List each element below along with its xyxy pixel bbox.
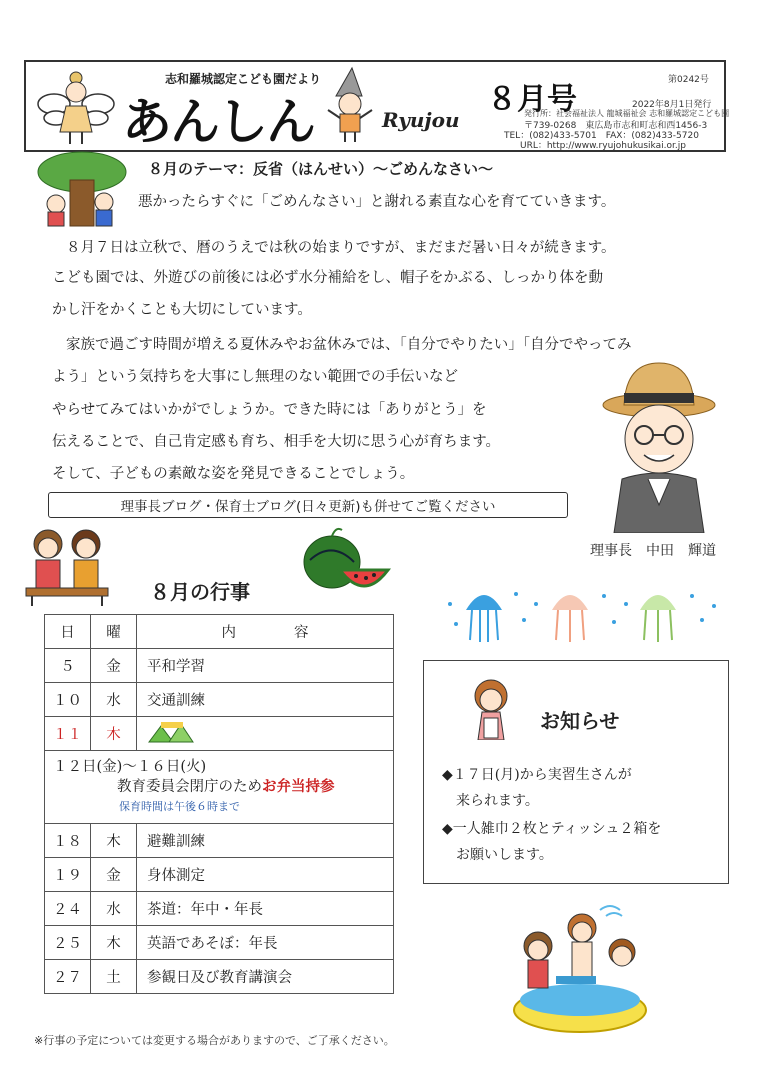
event-content: 交通訓練 xyxy=(137,683,394,717)
website-url: URL：http://www.ryujohukusikai.or.jp xyxy=(520,141,686,151)
notice-title: お知らせ xyxy=(540,709,620,733)
mountain-day-icon xyxy=(147,720,197,744)
kids-pool-illustration xyxy=(510,902,650,1034)
gnome-illustration xyxy=(322,66,378,146)
kids-watermelon-illustration xyxy=(24,526,110,608)
body-line-8: そして、子どもの素敵な姿を発見できることでしょう。 xyxy=(52,466,415,482)
event-content: 避難訓練 xyxy=(137,824,394,858)
closure-range: １２日(金)～１６日(火) xyxy=(53,759,207,775)
jellyfish-decoration xyxy=(444,580,724,646)
body-line-7: 伝えることで、自己肯定感も育ち、相手を大切に思う心が育ちます。 xyxy=(52,434,501,450)
event-weekday: 木 xyxy=(91,926,137,960)
notice-item-1-cont: 来られます。 xyxy=(442,793,539,809)
chairman-name: 理事長 中田 輝道 xyxy=(590,543,716,559)
tree-kids-illustration xyxy=(34,150,130,230)
theme-lead: 悪かったらすぐに「ごめんなさい」と謝れる素直な心を育てていきます。 xyxy=(138,194,616,210)
event-day: ２５ xyxy=(45,926,91,960)
event-content: 平和学習 xyxy=(137,649,394,683)
event-weekday: 水 xyxy=(91,683,137,717)
address: 〒739-0268 東広島市志和町志和西1456-3 xyxy=(524,121,708,131)
table-row xyxy=(45,926,394,960)
event-day: １１ xyxy=(45,717,91,751)
monthly-theme: ８月のテーマ：反省（はんせい）～ごめんなさい～ xyxy=(148,160,494,178)
body-line-4: 家族で過ごす時間が増える夏休みやお盆休みでは、「自分でやりたい」「自分でやってみ xyxy=(66,337,632,353)
notice-item-2: ◆一人雑巾２枚とティッシュ２箱を xyxy=(442,821,662,837)
event-day: ５ xyxy=(45,649,91,683)
closure-text: 教育委員会閉庁のため xyxy=(117,779,262,795)
event-content: 英語であそぼ：年長 xyxy=(137,926,394,960)
table-row-holiday xyxy=(45,751,394,824)
event-day: ２７ xyxy=(45,960,91,994)
table-row xyxy=(45,824,394,858)
event-weekday: 土 xyxy=(91,960,137,994)
chairman-portrait xyxy=(600,355,718,533)
body-line-3: かし汗をかくことも大切にしています。 xyxy=(52,302,312,318)
newsletter-title: あんしん xyxy=(122,92,314,151)
table-header-row xyxy=(45,615,394,649)
event-content: 参観日及び教育講演会 xyxy=(137,960,394,994)
publisher: 発行所：社会福祉法人 龍城福祉会 志和羅城認定こども園 xyxy=(524,109,730,118)
event-day: １８ xyxy=(45,824,91,858)
issue-number: 第0242号 xyxy=(668,75,709,85)
header-weekday: 曜 xyxy=(91,615,137,649)
table-row xyxy=(45,649,394,683)
body-line-2: こども園では、外遊びの前後には必ず水分補給をし、帽子をかぶる、しっかり体を動 xyxy=(52,270,603,286)
table-row xyxy=(45,858,394,892)
event-content: 茶道：年中・年長 xyxy=(137,892,394,926)
event-day: １９ xyxy=(45,858,91,892)
event-weekday: 木 xyxy=(91,717,137,751)
header-day: 日 xyxy=(45,615,91,649)
event-content-holiday xyxy=(137,717,394,751)
body-line-5: よう」という気持ちを大事にし無理のない範囲での手伝いなど xyxy=(52,369,458,385)
blog-banner[interactable]: 理事長ブログ・保育士ブログ(日々更新)も併せてご覧ください xyxy=(48,492,568,518)
event-weekday: 木 xyxy=(91,824,137,858)
events-title: ８月の行事 xyxy=(150,580,250,604)
event-day: ２４ xyxy=(45,892,91,926)
event-weekday: 金 xyxy=(91,649,137,683)
girl-apron-illustration xyxy=(468,676,514,740)
events-table xyxy=(44,614,394,994)
tel-fax: TEL：(082)433-5701 FAX：(082)433-5720 xyxy=(504,131,699,141)
event-weekday: 金 xyxy=(91,858,137,892)
care-hours-note: 保育時間は午後６時まで xyxy=(119,800,240,813)
notice-item-2-cont: お願いします。 xyxy=(442,847,553,863)
fairy-illustration xyxy=(36,66,116,148)
issue-date: 2022年8月1日発行 xyxy=(632,100,712,110)
closure-period xyxy=(45,751,394,824)
table-row xyxy=(45,717,394,751)
table-row xyxy=(45,892,394,926)
body-line-1: ８月７日は立秋で、暦のうえでは秋の始まりですが、まだまだ暑い日々が続きます。 xyxy=(66,240,616,256)
brand-logo: Ryujou xyxy=(382,108,460,132)
notice-item-1: ◆１７日(月)から実習生さんが xyxy=(442,767,632,783)
header-content: 内 容 xyxy=(137,615,394,649)
bring-lunch-note: お弁当持参 xyxy=(262,778,335,795)
event-weekday: 水 xyxy=(91,892,137,926)
event-day: １０ xyxy=(45,683,91,717)
watermelon-icon xyxy=(300,520,392,592)
schedule-footnote: ※行事の予定については変更する場合がありますので、ご了承ください。 xyxy=(34,1034,395,1047)
newsletter-subtitle: 志和羅城認定こども園だより xyxy=(165,72,322,86)
body-line-6: やらせてみてはいかがでしょうか。できた時には「ありがとう」を xyxy=(52,402,487,418)
issue-label: ８月号 xyxy=(487,82,577,117)
table-row xyxy=(45,960,394,994)
event-content: 身体測定 xyxy=(137,858,394,892)
table-row xyxy=(45,683,394,717)
